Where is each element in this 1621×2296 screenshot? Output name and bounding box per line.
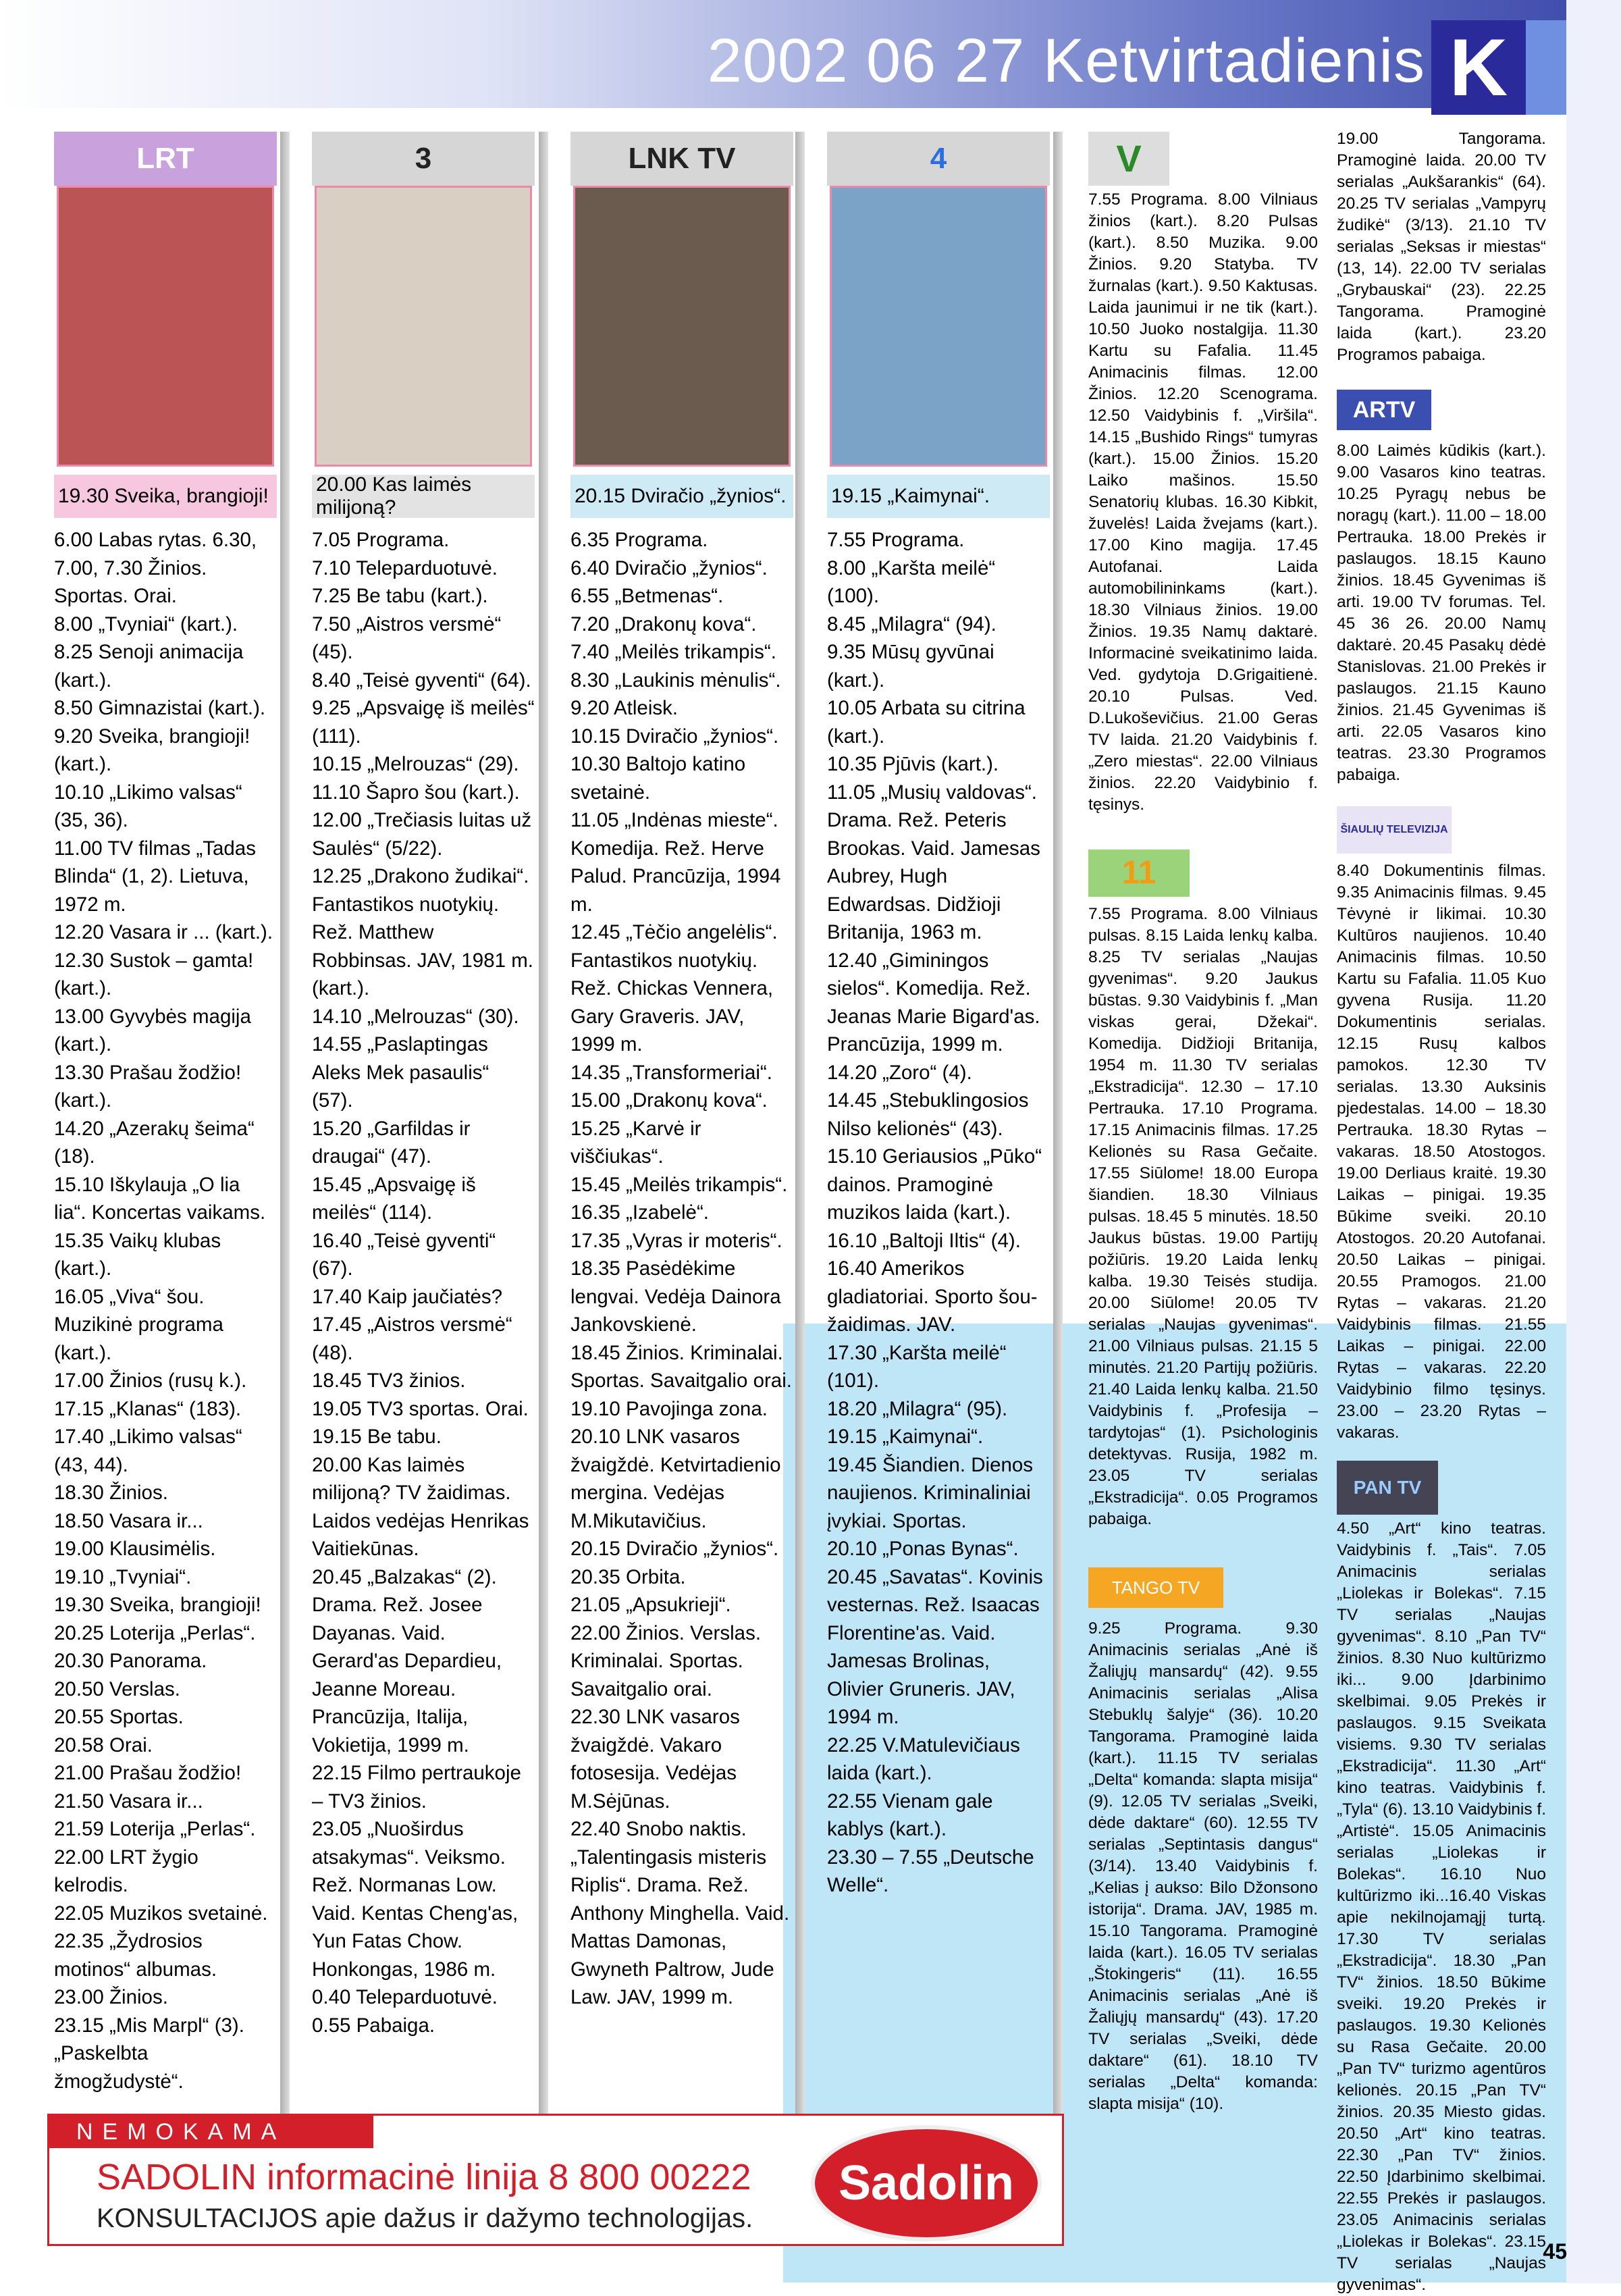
program-item: 23.00 Žinios.	[54, 1986, 168, 2008]
program-item: 12.20 Vasara ir ... (kart.).	[54, 921, 273, 943]
page-number: 45	[1543, 2239, 1567, 2264]
channel-logo	[827, 132, 1050, 186]
program-item: 21.00 Prašau žodžio!	[54, 1762, 242, 1784]
program-item: 18.30 Žinios.	[54, 1482, 168, 1504]
sadolin-logo: Sadolin	[811, 2125, 1042, 2241]
program-item: 21.50 Vasara ir...	[54, 1790, 203, 1812]
program-item: 19.45 Šiandien. Dienos naujienos. Kriminaliniai įvykiai. Sportas.	[827, 1453, 1034, 1532]
program-item: 22.15 Filmo pertraukoje – TV3 žinios.	[312, 1762, 521, 1812]
program-list	[570, 526, 793, 2012]
channel-logo	[312, 132, 535, 186]
program-item: 8.25 Senoji animacija (kart.).	[54, 641, 244, 692]
program-item: 10.15 Dviračio „žynios“.	[570, 725, 779, 748]
program-item: 22.00 LRT žygio kelrodis.	[54, 1846, 198, 1896]
program-item: 7.25 Be tabu (kart.).	[312, 585, 488, 607]
program-item: 19.30 Sveika, brangioji!	[54, 1594, 261, 1616]
program-item: 10.05 Arbata su citrina (kart.).	[827, 697, 1026, 748]
program-item: 23.30 – 7.55 „Deutsche Welle“.	[827, 1846, 1034, 1896]
program-item: 23.15 „Mis Marpl“ (3). „Paskelbta žmogžudystė“.	[54, 2014, 244, 2093]
program-item: 15.00 „Drakonų kova“.	[570, 1089, 768, 1112]
program-item: 19.10 Pavojinga zona.	[570, 1397, 768, 1420]
program-item: 6.00 Labas rytas. 6.30, 7.00, 7.30 Žinios. Sportas. Orai.	[54, 529, 257, 607]
program-item: 11.05 „Musių valdovas“. Drama. Rež. Peteris Brookas. Vaid. Jamesas Aubrey, Hugh Edwardsas. Didžioji Britanija, 1963 m.	[827, 781, 1040, 943]
program-item: 9.25 „Apsvaigę iš meilės“ (111).	[312, 697, 535, 748]
program-item: 12.25 „Drakono žudikai“. Fantastikos nuotykių. Rež. Matthew Robbinsas. JAV, 1981 m. (kart.).	[312, 865, 533, 999]
program-item: 11.00 TV filmas „Tadas Blinda“ (1, 2). Lietuva, 1972 m.	[54, 837, 256, 916]
channel-column	[54, 132, 277, 2095]
program-item: 20.45 „Balzakas“ (2). Drama. Rež. Josee Dayanas. Vaid. Gerard'as Depardieu, Jeanne Moreau. Prancūzija, Italija, Vokietija, 1999 m.	[312, 1565, 502, 1756]
program-item: 15.20 „Garfildas ir draugai“ (47).	[312, 1117, 471, 1168]
program-item: 22.05 Muzikos svetainė.	[54, 1902, 268, 1925]
column-divider	[1053, 132, 1063, 2198]
artv-schedule: 8.00 Laimės kūdikis (kart.). 9.00 Vasaros kino teatras. 10.25 Pyragų nebus be noragų (kart.). 11.00 – 18.00 Pertrauka. 18.00 Prekės ir paslaugos. 18.15 Kauno žinios. 18.45 Gyvenimas iš arti. 19.00 TV forumas. Tel. 45 36 26. 20.00 Namų daktarė. 20.45 Pasakų dėdė Stanislovas. 21.00 Prekės ir paslaugos. 21.15 Kauno žinios. 21.45 Gyvenimas iš arti. 22.05 Vasaros kino teatras. 23.30 Programos pabaiga.	[1337, 442, 1546, 784]
program-item: 20.10 „Ponas Bynas“.	[827, 1538, 1019, 1560]
program-item: 6.35 Programa.	[570, 529, 708, 551]
program-item: 20.10 LNK vasaros žvaigždė. Ketvirtadienio mergina. Vedėjas M.Mikutavičius.	[570, 1426, 781, 1532]
program-item: 10.10 „Likimo valsas“ (35, 36).	[54, 781, 242, 831]
program-item: 17.40 Kaip jaučiatės?	[312, 1285, 503, 1308]
program-item: 21.05 „Apsukrieji“.	[570, 1594, 731, 1616]
program-list	[54, 526, 277, 2095]
artv-logo-icon: ARTV	[1337, 390, 1431, 430]
pan-schedule: 4.50 „Art“ kino teatras. Vaidybinis f. „Tais“. 7.05 Animacinis serialas „Liolekas ir Bolekas“. 7.15 TV serialas „Naujas gyvenimas“. 8.10 „Pan TV“ žinios. 8.30 Nuo kultūrizmo iki... 9.00 Įdarbinimo skelbimai. 9.05 Prekės ir paslaugos. 9.15 Sveikata visiems. 9.30 TV serialas „Ekstradicija“. 11.30 „Art“ kino teatras. Vaidybinis f. „Tyla“ (6). 13.10 Vaidybinis f. „Artistė“. 15.05 Animacinis serialas „Liolekas ir Bolekas“. 16.10 Nuo kultūrizmo iki...16.40 Viskas apie nekilnojamąjį turtą. 17.30 TV serialas „Ekstradicija“. 18.30 „Pan TV“ žinios. 18.50 Būkime sveiki. 19.20 Prekės ir paslaugos. 19.30 Kelionės su Rasa Gečaite. 20.00 „Pan TV“ turizmo agentūros kelionės. 20.15 „Pan TV“ žinios. 20.35 Miesto gidas. 20.50 „Art“ kino teatras. 22.30 „Pan TV“ žinios. 22.50 Įdarbinimo skelbimai. 22.55 Prekės ir paslaugos. 23.05 Animacinis serialas „Liolekas ir Bolekas“. 23.15 TV serialas „Naujas gyvenimas“.	[1337, 1519, 1547, 2294]
program-item: 16.35 „Izabelė“.	[570, 1201, 709, 1224]
vilnius-logo-icon: V	[1088, 132, 1169, 186]
tv11-logo-icon: 11	[1088, 850, 1190, 897]
program-item: 20.58 Orai.	[54, 1733, 153, 1756]
program-item: 17.45 „Aistros versmė“ (48).	[312, 1313, 512, 1364]
program-item: 15.10 Iškylauja „O lia lia“. Koncertas vaikams.	[54, 1173, 266, 1224]
program-item: 14.20 „Zoro“ (4).	[827, 1061, 972, 1084]
program-item: 8.30 „Laukinis mėnulis“.	[570, 669, 781, 692]
program-item: 11.05 „Indėnas mieste“. Komedija. Rež. Herve Palud. Prancūzija, 1994 m.	[570, 809, 781, 916]
program-item: 18.45 Žinios. Kriminalai. Sportas. Savaitgalio orai.	[570, 1341, 792, 1392]
program-item: 20.35 Orbita.	[570, 1565, 686, 1588]
program-item: 12.30 Sustok – gamta! (kart.).	[54, 949, 254, 999]
channel-photo	[830, 186, 1047, 467]
program-item: 20.15 Dviračio „žynios“.	[570, 1538, 779, 1560]
program-item: 8.00 „Tvyniai“ (kart.).	[54, 612, 238, 635]
highlight-program: 20.00 Kas laimės milijoną?	[312, 475, 535, 518]
program-item: 10.30 Baltojo katino svetainė.	[570, 753, 746, 804]
program-item: 10.35 Pjūvis (kart.).	[827, 753, 999, 775]
program-item: 23.05 „Nuoširdus atsakymas“. Veiksmo. Rež. Normanas Low. Vaid. Kentas Cheng'as, Yun Fatas Chow. Honkongas, 1986 m.	[312, 1818, 519, 1981]
program-item: 15.35 Vaikų klubas (kart.).	[54, 1229, 221, 1280]
side-strip	[1566, 0, 1621, 2283]
tango-logo-icon: TANGO TV	[1088, 1567, 1223, 1608]
vilnius-schedule: 7.55 Programa. 8.00 Vilniaus žinios (kart.). 8.20 Pulsas (kart.). 8.50 Muzika. 9.00 Žinios. 9.20 Statyba. TV žurnalas (kart.). 9.50 Kaktusas. Laida jaunimui ir ne tik (kart.). 10.50 Juoko nostalgija. 11.30 Kartu su Fafalia. 11.45 Animacinis filmas. 12.00 Žinios. 12.20 Scenograma. 12.50 Vaidybinis f. „Viršila“. 14.15 „Bushido Rings“ tumyras (kart.). 15.00 Žinios. 15.20 Laiko mašinos. 15.50 Senatorių klubas. 16.30 Kibkit, žuvelės! Laida žvejams (kart.). 17.00 Kino magija. 17.45 Autofanai. Laida automobilininkams (kart.). 18.30 Vilniaus žinios. 19.00 Žinios. 19.35 Namų daktarė. Informacinė sveikatinimo laida. Ved. gydytoja D.Grigaitienė. 20.10 Pulsas. Ved. D.Lukoševičius. 21.00 Geras TV laida. 21.20 Vaidybinis f. „Zero miestas“. 22.00 Vilniaus žinios. 22.20 Vaidybinio f. tęsinys.	[1088, 190, 1318, 814]
page-title: 2002 06 27 Ketvirtadienis	[707, 26, 1425, 95]
section-letter-accent	[1526, 20, 1566, 115]
program-item: 13.30 Prašau žodžio! (kart.).	[54, 1061, 242, 1112]
program-item: 16.05 „Viva“ šou. Muzikinė programa (kart.).	[54, 1285, 223, 1364]
channel-column	[570, 132, 793, 2012]
program-item: 20.00 Kas laimės milijoną? TV žaidimas. Laidos vedėjas Henrikas Vaitiekūnas.	[312, 1453, 529, 1560]
channel-logo-tv11	[1088, 843, 1318, 904]
program-item: 14.55 „Paslaptingas Aleks Mek pasaulis“ (57).	[312, 1033, 489, 1112]
program-item: 15.25 „Karvė ir viščiukas“.	[570, 1117, 701, 1168]
program-item: 7.05 Programa.	[312, 529, 450, 551]
pan-logo-icon: PAN TV	[1337, 1461, 1438, 1515]
program-item: 17.00 Žinios (rusų k.).	[54, 1369, 247, 1392]
program-item: 10.15 „Melrouzas“ (29).	[312, 753, 519, 775]
program-item: 20.30 Panorama.	[54, 1650, 207, 1672]
program-item: 17.15 „Klanas“ (183).	[54, 1397, 242, 1420]
column-divider	[795, 132, 805, 2198]
tango-schedule-continued: 19.00 Tangorama. Pramoginė laida. 20.00 TV serialas „Aukšarankis“ (64). 20.25 TV serialas „Vampyrų žudikė“ (3/13). 21.10 TV serialas „Seksas ir miestas“ (13, 14). 22.00 TV serialas „Grybauskai“ (23). 22.25 Tangorama. Pramoginė laida (kart.). 23.20 Programos pabaiga.	[1337, 130, 1546, 364]
program-item: 21.59 Loterija „Perlas“.	[54, 1818, 256, 1840]
program-item: 16.10 „Baltoji Iltis“ (4).	[827, 1229, 1021, 1252]
program-item: 19.15 Be tabu.	[312, 1426, 442, 1448]
channel-logo-artv	[1337, 380, 1546, 440]
regional-column-2	[1337, 128, 1546, 2296]
program-item: 8.40 „Teisė gyventi“ (64).	[312, 669, 531, 692]
program-item: 22.25 V.Matulevičiaus laida (kart.).	[827, 1733, 1020, 1784]
program-item: 8.50 Gimnazistai (kart.).	[54, 697, 266, 719]
channel-logo-siauliu	[1337, 800, 1546, 860]
program-item: 6.55 „Betmenas“.	[570, 585, 724, 607]
program-item: 15.10 Geriausios „Pūko“ dainos. Pramoginė muzikos laida (kart.).	[827, 1145, 1042, 1224]
channel-photo	[315, 186, 532, 467]
program-item: 6.40 Dviračio „žynios“.	[570, 556, 768, 579]
column-divider	[539, 132, 548, 2198]
program-item: 13.00 Gyvybės magija (kart.).	[54, 1005, 251, 1055]
channel-logo-text: 4	[930, 142, 947, 175]
regional-column-1	[1088, 128, 1318, 2115]
program-item: 7.20 „Drakonų kova“.	[570, 612, 757, 635]
highlight-program: 19.15 „Kaimynai“.	[827, 475, 1050, 518]
program-item: 20.55 Sportas.	[54, 1706, 184, 1728]
tv11-schedule: 7.55 Programa. 8.00 Vilniaus pulsas. 8.15 Laida lenkų kalba. 8.25 TV serialas „Naujas gyvenimas“. 9.20 Jaukus būstas. 9.30 Vaidybinis f. „Man viskas gerai, Džekai“. Komedija. Didžioji Britanija, 1954 m. 11.30 TV serialas „Ekstradicija“. 12.30 – 17.10 Pertrauka. 17.10 Programa. 17.15 Animacinis filmas. 17.25 Kelionės su Rasa Gečaite. 17.55 Siūlome! 18.00 Europa šiandien. 18.30 Vilniaus pulsas. 18.45 5 minutės. 18.50 Jaukus būstas. 19.00 Partijų požiūris. 19.20 Laida lenkų kalba. 19.30 Teisės studija. 20.00 Siūlome! 20.05 TV serialas „Naujas gyvenimas“. 21.00 Vilniaus pulsas. 21.15 5 minutės. 21.20 Partijų požiūris. 21.40 Laida lenkų kalba. 21.50 Vaidybinis f. „Profesija – tardytojas“ (1). Psichologinis detektyvas. Rusija, 1982 m. 23.05 TV serialas „Ekstradicija“. 0.05 Programos pabaiga.	[1088, 905, 1318, 1528]
program-item: 7.50 „Aistros versmė“ (45).	[312, 612, 502, 663]
program-item: 20.25 Loterija „Perlas“.	[54, 1621, 256, 1644]
section-letter: K	[1431, 20, 1526, 115]
program-item: 19.10 „Tvyniai“.	[54, 1565, 192, 1588]
program-item: 15.45 „Meilės trikampis“.	[570, 1173, 788, 1196]
channel-column	[312, 132, 535, 2039]
siauliu-schedule: 8.40 Dokumentinis filmas. 9.35 Animacinis filmas. 9.45 Tėvynė ir likimai. 10.30 Kultūros naujienos. 10.40 Animacinis filmas. 10.50 Kartu su Fafalia. 11.05 Kuo gyvena Rusija. 11.20 Dokumentinis serialas. 12.15 Rusų kalbos pamokos. 12.30 TV serialas. 13.30 Auksinis pjedestalas. 14.00 – 18.30 Pertrauka. 18.30 Rytas – vakaras. 18.50 Atostogos. 19.00 Derliaus kraitė. 19.30 Laikas – pinigai. 19.35 Būkime sveiki. 20.10 Atostogos. 20.20 Autofanai. 20.50 Laikas – pinigai. 20.55 Pramogos. 21.00 Rytas – vakaras. 21.20 Vaidybinis filmas. 21.55 Laikas – pinigai. 22.00 Rytas – vakaras. 22.20 Vaidybinio filmo tęsinys. 23.00 – 23.20 Rytas – vakaras.	[1337, 862, 1546, 1442]
program-item: 18.45 TV3 žinios.	[312, 1369, 466, 1392]
program-item: 20.45 „Savatas“. Kovinis vesternas. Rež. Isaacas Florentine'as. Vaid. Jamesas Brolinas, Olivier Gruneris. JAV, 1994 m.	[827, 1565, 1043, 1728]
program-item: 7.10 Teleparduotuvė.	[312, 556, 498, 579]
program-item: 9.20 Sveika, brangioji! (kart.).	[54, 725, 250, 775]
program-item: 14.35 „Transformeriai“.	[570, 1061, 772, 1084]
program-list	[827, 526, 1050, 1900]
channel-logo-text: LNK TV	[628, 142, 736, 175]
siauliu-logo-icon: ŠIAULIŲ TELEVIZIJA	[1337, 806, 1452, 854]
program-item: 18.50 Vasara ir...	[54, 1509, 203, 1532]
program-item: 14.10 „Melrouzas“ (30).	[312, 1005, 519, 1028]
program-item: 22.40 Snobo naktis. „Talentingasis misteris Riplis“. Drama. Rež. Anthony Minghella. Vaid. Mattas Damonas, Gwyneth Paltrow, Jude Law. JAV, 1999 m.	[570, 1818, 790, 2008]
channel-photo	[573, 186, 791, 467]
program-item: 22.55 Vienam gale kablys (kart.).	[827, 1790, 993, 1840]
program-item: 12.45 „Tėčio angelėlis“. Fantastikos nuotykių. Rež. Chickas Vennera, Gary Graveris. JAV, 1999 m.	[570, 921, 778, 1055]
channel-logo	[54, 132, 277, 186]
ad-consultation: KONSULTACIJOS apie dažus ir dažymo technologijas.	[97, 2203, 753, 2233]
program-item: 16.40 „Teisė gyventi“ (67).	[312, 1229, 496, 1280]
highlight-program: 20.15 Dviračio „žynios“.	[570, 475, 793, 518]
program-item: 8.00 „Karšta meilė“ (100).	[827, 556, 996, 607]
column-divider	[280, 132, 290, 2198]
program-item: 18.35 Pasėdėkime lengvai. Vedėja Dainora Jankovskienė.	[570, 1257, 781, 1336]
program-item: 20.50 Verslas.	[54, 1677, 180, 1700]
program-item: 22.35 „Žydrosios motinos“ albumas.	[54, 1930, 217, 1981]
program-item: 14.20 „Azerakų šeima“ (18).	[54, 1117, 255, 1168]
program-item: 17.40 „Likimo valsas“ (43, 44).	[54, 1426, 242, 1476]
program-item: 19.05 TV3 sportas. Orai.	[312, 1397, 529, 1420]
channel-logo-tango	[1088, 1557, 1318, 1618]
program-item: 19.15 „Kaimynai“.	[827, 1426, 984, 1448]
channel-logo-pan	[1337, 1457, 1546, 1518]
tango-schedule: 9.25 Programa. 9.30 Animacinis serialas „Anė iš Žaliųjų mansardų“ (42). 9.55 Animacinis serialas „Alisa Stebuklų šalyje“ (36). 10.20 Tangorama. Pramoginė laida (kart.). 11.15 TV serialas „Delta“ komanda: slapta misija“ (9). 12.05 TV serialas „Sveiki, dėde daktare“ (60). 12.55 TV serialas „Septintasis dangus“ (3/14). 13.40 Vaidybinis f. „Kelias į aukso: Bilo Džonsono istorija“. Drama. JAV, 1985 m. 15.10 Tangorama. Pramoginė laida (kart.). 16.05 TV serialas „Štokingeris“ (11). 16.55 Animacinis serialas „Anė iš Žaliųjų mansardų“ (43). 17.20 TV serialas „Sveiki, dėde daktare“ (61). 18.10 TV serialas „Delta“ komanda: slapta misija“ (10).	[1088, 1619, 1318, 2113]
program-item: 15.45 „Apsvaigę iš meilės“ (114).	[312, 1173, 476, 1224]
ad-free-label: NEMOKAMA	[49, 2116, 373, 2148]
program-item: 18.20 „Milagra“ (95).	[827, 1397, 1008, 1420]
highlight-program: 19.30 Sveika, brangioji!	[54, 475, 277, 518]
program-item: 12.00 „Trečiasis luitas už Saulės“ (5/22).	[312, 809, 532, 860]
page-header	[0, 0, 1621, 113]
program-item: 22.30 LNK vasaros žvaigždė. Vakaro fotosesija. Vedėjas M.Sėjūnas.	[570, 1706, 740, 1812]
program-item: 17.30 „Karšta meilė“ (101).	[827, 1341, 1007, 1392]
channel-logo-text: LRT	[136, 142, 194, 175]
program-item: 12.40 „Giminingos sielos“. Komedija. Rež. Jeanas Marie Bigard'as. Prancūzija, 1999 m.	[827, 949, 1040, 1055]
program-item: 0.55 Pabaiga.	[312, 2014, 435, 2037]
program-item: 7.40 „Meilės trikampis“.	[570, 641, 776, 663]
program-item: 19.00 Klausimėlis.	[54, 1538, 216, 1560]
program-item: 8.45 „Milagra“ (94).	[827, 612, 996, 635]
program-item: 16.40 Amerikos gladiatoriai. Sporto šou-žaidimas. JAV.	[827, 1257, 1038, 1336]
program-item: 11.10 Šapro šou (kart.).	[312, 781, 520, 804]
ad-hotline: SADOLIN informacinė linija 8 800 00222	[97, 2157, 751, 2197]
program-item: 9.35 Mūsų gyvūnai (kart.).	[827, 641, 994, 692]
channel-logo	[570, 132, 793, 186]
program-item: 7.55 Programa.	[827, 529, 965, 551]
channel-logo-text: 3	[415, 142, 432, 175]
program-item: 17.35 „Vyras ir moteris“.	[570, 1229, 782, 1252]
sadolin-ad	[47, 2114, 1064, 2246]
program-item: 22.00 Žinios. Verslas. Kriminalai. Sportas. Savaitgalio orai.	[570, 1621, 762, 1700]
channel-logo-vilnius	[1088, 128, 1318, 189]
program-item: 14.45 „Stebuklingosios Nilso kelionės“ (43).	[827, 1089, 1029, 1140]
program-item: 9.20 Atleisk.	[570, 697, 679, 719]
channel-photo	[57, 186, 274, 467]
program-list	[312, 526, 535, 2039]
channel-column	[827, 132, 1050, 1900]
program-item: 0.40 Teleparduotuvė.	[312, 1986, 498, 2008]
